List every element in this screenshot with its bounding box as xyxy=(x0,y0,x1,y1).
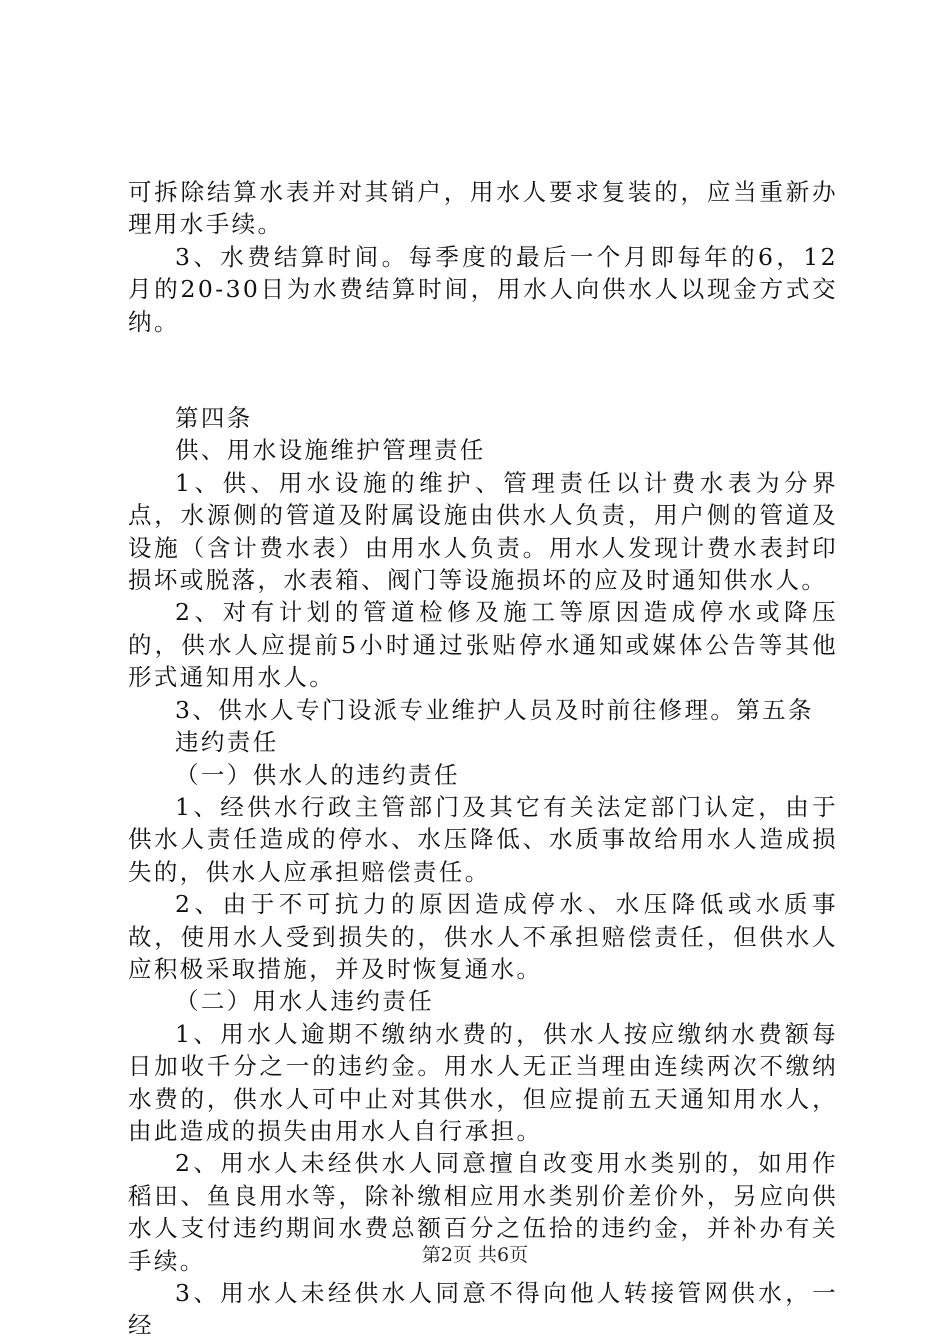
body-paragraph: 3、供水人专门设派专业维护人员及时前往修理。第五条 xyxy=(175,695,814,724)
section-heading: 供、用水设施维护管理责任 xyxy=(175,436,486,465)
body-paragraph: 1、供、用水设施的维护、管理责任以计费水表为分界点，水源侧的管道及附属设施由供水人负责，用户侧的管道及设施（含计费水表）由用水人负责。用水人发现计费水表封印损坏或脱落，水表箱、阀门等设施损坏的应及时通知供水人。 xyxy=(128,468,838,595)
section-heading: （一）供水人的违约责任 xyxy=(175,760,460,789)
page-footer: 第2页 共6页 xyxy=(421,1244,529,1266)
body-paragraph: 1、用水人逾期不缴纳水费的，供水人按应缴纳水费额每日加收千分之一的违约金。用水人无正当理由连续两次不缴纳水费的，供水人可中止对其供水，但应提前五天通知用水人，由此造成的损失由用水人自行承担。 xyxy=(128,1019,838,1145)
document-body xyxy=(128,176,838,1342)
body-paragraph: 可拆除结算水表并对其销户，用水人要求复装的，应当重新办理用水手续。 xyxy=(128,178,838,239)
body-paragraph: 2、用水人未经供水人同意擅自改变用水类别的，如用作稻田、鱼良用水等，除补缴相应用水类别价差价外，另应向供水人支付违约期间水费总额百分之伍拾的违约金，并补办有关手续。 xyxy=(128,1149,838,1275)
section-heading: 第四条 xyxy=(175,404,253,433)
body-paragraph: 2、由于不可抗力的原因造成停水、水压降低或水质事故，使用水人受到损失的，供水人不承担赔偿责任，但供水人应积极采取措施，并及时恢复通水。 xyxy=(128,890,838,983)
section-heading: 违约责任 xyxy=(175,728,279,757)
body-paragraph: 3、水费结算时间。每季度的最后一个月即每年的6，12月的20-30日为水费结算时间，用水人向供水人以现金方式交纳。 xyxy=(128,242,838,336)
section-heading: （二）用水人违约责任 xyxy=(175,987,434,1016)
paragraph-spacer xyxy=(128,354,838,386)
body-paragraph: 2、对有计划的管道检修及施工等原因造成停水或降压的，供水人应提前5小时通过张贴停水通知或媒体公告等其他形式通知用水人。 xyxy=(128,598,838,692)
body-paragraph: 1、经供水行政主管部门及其它有关法定部门认定，由于供水人责任造成的停水、水压降低、水质事故给用水人造成损失的，供水人应承担赔偿责任。 xyxy=(128,792,838,886)
body-paragraph: 3、用水人未经供水人同意不得向他人转接管网供水，一经 xyxy=(128,1279,838,1340)
